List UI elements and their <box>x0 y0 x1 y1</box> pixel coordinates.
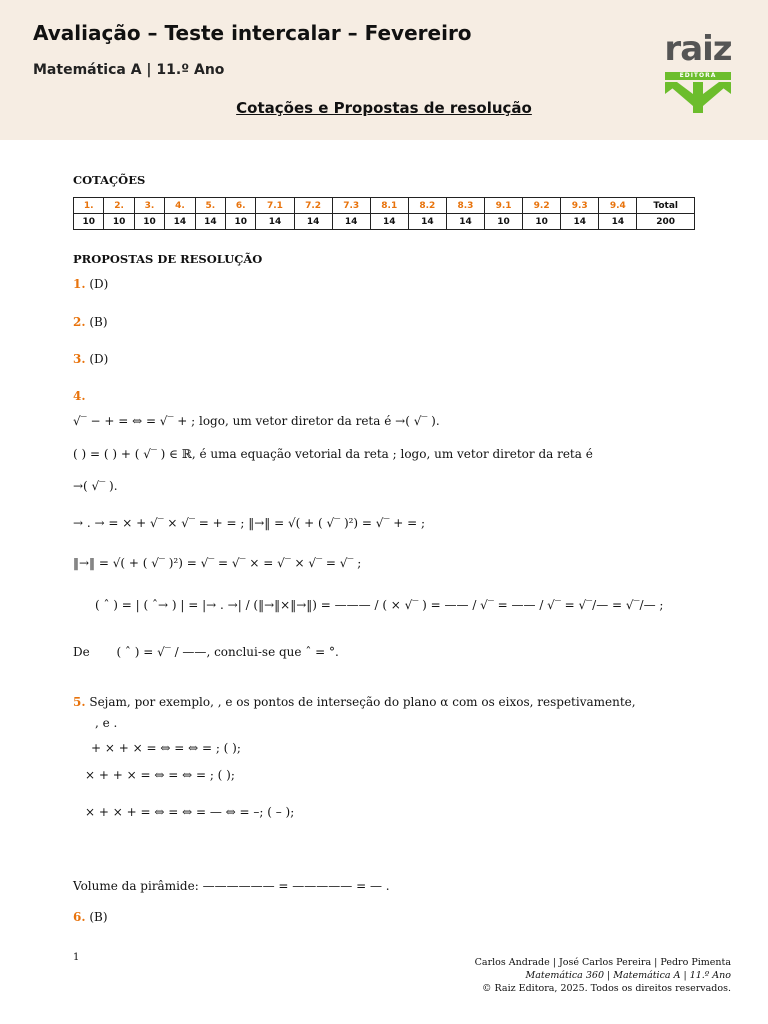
footer-credits <box>475 956 731 995</box>
q4-line-7-post: , conclui-se que ˆ = °. <box>206 645 339 659</box>
section-title <box>0 99 768 117</box>
item-cell: 9.2 <box>523 198 561 214</box>
item-cell: 7.3 <box>332 198 370 214</box>
item-cell: 2. <box>104 198 134 214</box>
item-cell: 5. <box>195 198 225 214</box>
item-cell: 7.1 <box>256 198 294 214</box>
item-cell: 9.3 <box>561 198 599 214</box>
answer-1 <box>73 277 108 291</box>
item-cell: 8.2 <box>408 198 446 214</box>
cotacoes-points-row <box>74 214 695 230</box>
page-subtitle: Matemática A | 11.º Ano <box>33 62 225 78</box>
item-cell: Total <box>637 198 695 214</box>
propostas-heading: PROPOSTAS DE RESOLUÇÃO <box>73 252 263 266</box>
answer-text: (D) <box>89 277 109 291</box>
points-cell: 14 <box>370 214 408 230</box>
points-cell: 14 <box>256 214 294 230</box>
q4-line-4: → . → = × + √‾ × √‾ = + = ; ‖→‖ = √( + ( √‾ )²) = √‾ + = ; <box>73 516 426 530</box>
q4-line-2: ( ) = ( ) + ( √‾ ) ∈ ℝ, é uma equação vetorial da reta ; logo, um vetor diretor da reta é <box>73 447 593 461</box>
root-arrows-icon <box>663 80 733 113</box>
page-number: 1 <box>73 952 80 963</box>
page-header <box>0 0 768 140</box>
question-number: 2. <box>73 315 86 329</box>
points-cell: 14 <box>561 214 599 230</box>
points-cell: 10 <box>226 214 256 230</box>
item-cell: 8.3 <box>446 198 484 214</box>
q5-line-4: × + + × = ⇔ = ⇔ = ; ( ); <box>85 768 235 782</box>
answer-text: (B) <box>89 315 108 329</box>
q4-line-7-mid: ( ˆ ) = √‾ / —— <box>116 645 207 659</box>
q5-line-3: + × + × = ⇔ = ⇔ = ; ( ); <box>91 741 241 755</box>
volume-label: Volume da pirâmide: <box>73 879 199 893</box>
answer-2 <box>73 315 108 329</box>
points-cell: 200 <box>637 214 695 230</box>
points-cell: 14 <box>195 214 225 230</box>
question-number: 4. <box>73 389 86 403</box>
q4-line-6: ( ˆ ) = | ( ˆ→ ) | = |→ . →| / (‖→‖×‖→‖) = ——— / ( × √‾ ) = —— / √‾ = —— / √‾ = √‾/— = √‾/— ; <box>95 598 664 612</box>
footer-copyright: © Raiz Editora, 2025. Todos os direitos reservados. <box>482 983 731 994</box>
points-cell: 14 <box>446 214 484 230</box>
footer-book: Matemática 360 | Matemática A | 11.º Ano <box>525 970 731 981</box>
item-cell: 6. <box>226 198 256 214</box>
points-cell: 14 <box>165 214 195 230</box>
question-number: 1. <box>73 277 86 291</box>
item-cell: 9.4 <box>599 198 637 214</box>
points-cell: 10 <box>134 214 164 230</box>
cotacoes-table <box>73 197 695 230</box>
question-number: 6. <box>73 910 86 924</box>
points-cell: 14 <box>408 214 446 230</box>
q5-intro: Sejam, por exemplo, , e os pontos de interseção do plano α com os eixos, respetivamente, <box>89 695 636 709</box>
answer-6 <box>73 910 108 924</box>
points-cell: 10 <box>104 214 134 230</box>
logo-band: EDITORA <box>665 72 731 80</box>
item-cell: 4. <box>165 198 195 214</box>
answer-text: (D) <box>89 352 109 366</box>
answer-3 <box>73 352 108 366</box>
q5-line-1 <box>73 695 636 709</box>
points-cell: 10 <box>74 214 104 230</box>
answer-text: (B) <box>89 910 108 924</box>
volume-expression: —————— = ————— = — . <box>202 879 390 893</box>
item-cell: 7.2 <box>294 198 332 214</box>
logo-wordmark: raiz <box>664 29 732 69</box>
raiz-logo <box>658 31 738 113</box>
points-cell: 10 <box>485 214 523 230</box>
section-title-text: Cotações e Propostas de resolução <box>236 99 532 117</box>
q5-line-2: , e . <box>95 716 118 730</box>
points-cell: 14 <box>332 214 370 230</box>
page-title: Avaliação – Teste intercalar – Fevereiro <box>33 21 472 45</box>
answer-4-number <box>73 389 86 403</box>
question-number: 3. <box>73 352 86 366</box>
q4-line-7 <box>73 645 339 659</box>
item-cell: 9.1 <box>485 198 523 214</box>
item-cell: 3. <box>134 198 164 214</box>
points-cell: 10 <box>523 214 561 230</box>
q5-volume <box>73 879 390 893</box>
q4-line-5: ‖→‖ = √( + ( √‾ )²) = √‾ = √‾ × = √‾ × √‾ = √‾ ; <box>73 556 362 570</box>
q4-line-3: →( √‾ ). <box>73 479 118 493</box>
cotacoes-heading: COTAÇÕES <box>73 173 146 187</box>
item-cell: 8.1 <box>370 198 408 214</box>
points-cell: 14 <box>294 214 332 230</box>
points-cell: 14 <box>599 214 637 230</box>
footer-authors: Carlos Andrade | José Carlos Pereira | Pedro Pimenta <box>474 957 731 968</box>
q4-line-1: √‾ − + = ⇔ = √‾ + ; logo, um vetor diretor da reta é →( √‾ ). <box>73 414 440 428</box>
cotacoes-items-row <box>74 198 695 214</box>
question-number: 5. <box>73 695 86 709</box>
item-cell: 1. <box>74 198 104 214</box>
q5-line-5: × + × + = ⇔ = ⇔ = — ⇔ = –; ( – ); <box>85 805 295 819</box>
q4-line-7-pre: De <box>73 645 90 659</box>
